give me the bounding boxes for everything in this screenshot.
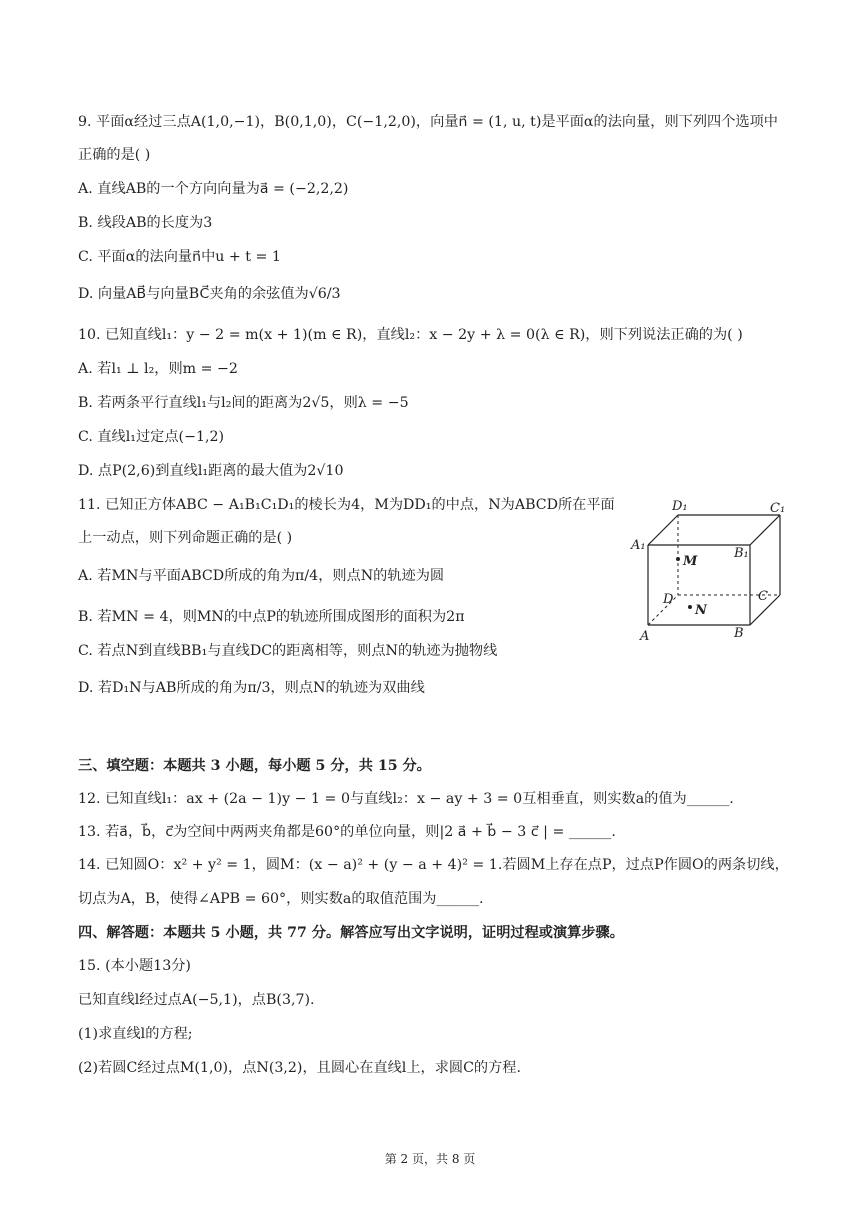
edge-b1-c1	[750, 515, 780, 545]
section-3-heading: 三、填空题：本题共 3 小题，每小题 5 分，共 15 分。	[78, 758, 431, 774]
q10-option-a: A. 若l₁ ⊥ l₂，则m = −2	[78, 361, 238, 377]
q9-option-d: D. 向量AB⃗与向量BC⃗夹角的余弦值为√6/3	[78, 286, 341, 302]
q10-option-c: C. 直线l₁过定点(−1,2)	[78, 429, 225, 445]
q9-stem-line1: 9. 平面α经过三点A(1,0,−1)，B(0,1,0)，C(−1,2,0)，向量n⃗ = (1, u, t)是平面α的法向量，则下列四个选项中	[78, 114, 778, 130]
q11-option-d: D. 若D₁N与AB所成的角为π/3，则点N的轨迹为双曲线	[78, 680, 425, 696]
section-4-heading: 四、解答题：本题共 5 小题，共 77 分。解答应写出文字说明，证明过程或演算步骤。	[78, 925, 624, 941]
q15-part2: (2)若圆C经过点M(1,0)，点N(3,2)，且圆心在直线l上，求圆C的方程.	[78, 1060, 522, 1076]
q11-stem-line2: 上一动点，则下列命题正确的是( )	[78, 530, 293, 546]
q11-stem-line1: 11. 已知正方体ABC − A₁B₁C₁D₁的棱长为4，M为DD₁的中点，N为ABCD所在平面	[78, 497, 615, 513]
edge-a1-d1	[648, 515, 678, 545]
cube-figure	[630, 497, 786, 647]
q14-line1: 14. 已知圆O：x² + y² = 1，圆M：(x − a)² + (y − a + 4)² = 1.若圆M上存在点P，过点P作圆O的两条切线，	[78, 857, 789, 873]
q9-option-c: C. 平面α的法向量n⃗中u + t = 1	[78, 249, 281, 265]
q10-option-d: D. 点P(2,6)到直线l₁距离的最大值为2√10	[78, 463, 344, 479]
label-d: D	[663, 592, 674, 607]
q12: 12. 已知直线l₁：ax + (2a − 1)y − 1 = 0与直线l₂：x − ay + 3 = 0互相垂直，则实数a的值为______.	[78, 791, 734, 807]
q9-option-b: B. 线段AB的长度为3	[78, 215, 213, 231]
label-b1: B₁	[734, 546, 749, 561]
q9-stem-line2: 正确的是( )	[78, 147, 151, 163]
label-b: B	[734, 626, 744, 641]
q9-option-a: A. 直线AB的一个方向向量为a⃗ = (−2,2,2)	[78, 181, 349, 197]
label-d1: D₁	[672, 499, 688, 514]
q10-option-b: B. 若两条平行直线l₁与l₂间的距离为2√5，则λ = −5	[78, 395, 409, 411]
q15-part1: (1)求直线l的方程;	[78, 1026, 193, 1042]
q13: 13. 若a⃗，b⃗，c⃗为空间中两两夹角都是60°的单位向量，则|2 a⃗ + b⃗ − 3 c⃗ | = ______.	[78, 824, 616, 840]
page-footer: 第 2 页，共 8 页	[384, 1152, 476, 1166]
q11-option-b: B. 若MN = 4，则MN的中点P的轨迹所围成图形的面积为2π	[78, 609, 465, 625]
point-n	[688, 605, 692, 609]
label-c1: C₁	[770, 501, 786, 516]
point-m	[676, 557, 680, 561]
q14-line2: 切点为A，B，使得∠APB = 60°，则实数a的取值范围为______.	[78, 891, 484, 907]
q11-option-c: C. 若点N到直线BB₁与直线DC的距离相等，则点N的轨迹为抛物线	[78, 643, 498, 659]
label-a1: A₁	[631, 538, 646, 553]
label-c: C	[758, 589, 768, 604]
label-a: A	[640, 629, 650, 644]
q15-stem: 已知直线l经过点A(−5,1)，点B(3,7).	[78, 992, 315, 1008]
q15-heading: 15. (本小题13分)	[78, 958, 191, 974]
label-m: M	[683, 554, 698, 569]
q11-option-a: A. 若MN与平面ABCD所成的角为π/4，则点N的轨迹为圆	[78, 568, 445, 584]
label-n: N	[695, 603, 707, 618]
q10-stem: 10. 已知直线l₁：y − 2 = m(x + 1)(m ∈ R)，直线l₂：x − 2y + λ = 0(λ ∈ R)，则下列说法正确的为( )	[78, 327, 743, 343]
